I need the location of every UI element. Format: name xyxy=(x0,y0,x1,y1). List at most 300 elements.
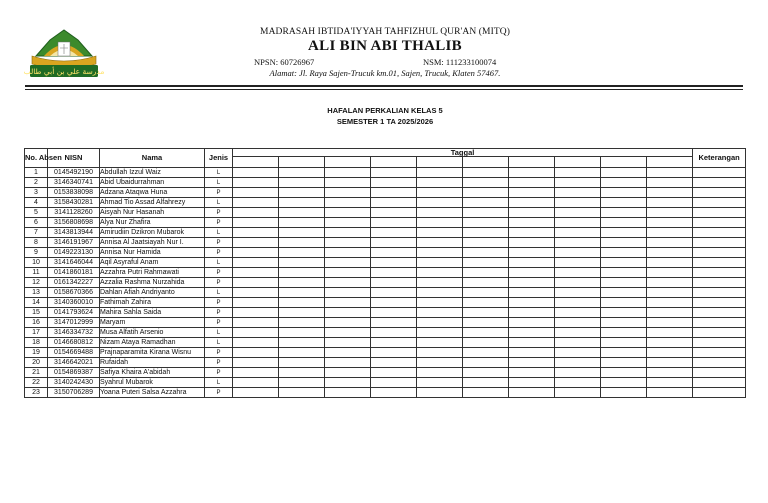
row-no: 11 xyxy=(25,268,48,278)
row-jenis: P xyxy=(205,208,233,218)
keterangan-cell xyxy=(693,178,746,188)
date-cell xyxy=(371,338,417,348)
row-jenis: P xyxy=(205,388,233,398)
date-cell xyxy=(463,198,509,208)
row-jenis: L xyxy=(205,258,233,268)
row-nisn: 3146334732 xyxy=(48,328,100,338)
keterangan-cell xyxy=(693,258,746,268)
table-row xyxy=(25,318,746,328)
date-cell xyxy=(601,238,647,248)
date-cell xyxy=(463,228,509,238)
keterangan-cell xyxy=(693,378,746,388)
date-cell xyxy=(371,308,417,318)
row-jenis: L xyxy=(205,198,233,208)
date-cell xyxy=(371,258,417,268)
date-cell xyxy=(325,388,371,398)
date-cell xyxy=(325,208,371,218)
date-cell xyxy=(509,198,555,208)
date-cell xyxy=(417,278,463,288)
date-cell xyxy=(371,238,417,248)
date-cell xyxy=(509,248,555,258)
date-cell xyxy=(233,208,279,218)
date-cell xyxy=(601,278,647,288)
row-nama: Rufaidah xyxy=(100,358,205,368)
date-cell xyxy=(647,248,693,258)
date-cell xyxy=(555,178,601,188)
table-row xyxy=(25,168,746,178)
date-column-header xyxy=(463,157,509,168)
header-tanggal: Taggal xyxy=(233,149,693,157)
date-cell xyxy=(279,258,325,268)
date-cell xyxy=(463,268,509,278)
date-cell xyxy=(371,368,417,378)
row-nisn: 3143813944 xyxy=(48,228,100,238)
date-cell xyxy=(647,348,693,358)
date-cell xyxy=(233,308,279,318)
date-cell xyxy=(601,188,647,198)
date-cell xyxy=(325,278,371,288)
date-cell xyxy=(555,368,601,378)
date-cell xyxy=(279,248,325,258)
row-nisn: 0153838098 xyxy=(48,188,100,198)
date-cell xyxy=(279,268,325,278)
date-column-header xyxy=(601,157,647,168)
keterangan-cell xyxy=(693,208,746,218)
date-cell xyxy=(371,188,417,198)
date-cell xyxy=(371,348,417,358)
row-jenis: L xyxy=(205,338,233,348)
date-cell xyxy=(555,308,601,318)
date-cell xyxy=(325,288,371,298)
table-row xyxy=(25,218,746,228)
date-cell xyxy=(417,388,463,398)
date-cell xyxy=(371,208,417,218)
table-row xyxy=(25,338,746,348)
row-no: 8 xyxy=(25,238,48,248)
row-nama: Azzalia Rashma Nurzahida xyxy=(100,278,205,288)
date-cell xyxy=(233,338,279,348)
date-cell xyxy=(555,248,601,258)
header-no-absen: No. Absen xyxy=(25,149,48,168)
date-cell xyxy=(279,338,325,348)
date-cell xyxy=(509,308,555,318)
date-cell xyxy=(417,378,463,388)
keterangan-cell xyxy=(693,298,746,308)
date-cell xyxy=(463,288,509,298)
date-cell xyxy=(325,358,371,368)
school-address: Alamat: Jl. Raya Sajen-Trucuk km.01, Sajen, Trucuk, Klaten 57467. xyxy=(269,68,501,78)
date-cell xyxy=(555,278,601,288)
row-jenis: P xyxy=(205,218,233,228)
date-cell xyxy=(555,268,601,278)
date-cell xyxy=(279,208,325,218)
date-cell xyxy=(463,178,509,188)
table-row xyxy=(25,358,746,368)
date-cell xyxy=(601,308,647,318)
keterangan-cell xyxy=(693,198,746,208)
date-cell xyxy=(279,218,325,228)
table-row xyxy=(25,328,746,338)
row-no: 13 xyxy=(25,288,48,298)
date-cell xyxy=(463,338,509,348)
date-cell xyxy=(509,358,555,368)
date-cell xyxy=(509,178,555,188)
date-cell xyxy=(509,338,555,348)
row-jenis: P xyxy=(205,308,233,318)
table-row xyxy=(25,368,746,378)
row-nama: Safiya Khaira A'abidah xyxy=(100,368,205,378)
date-cell xyxy=(463,188,509,198)
date-cell xyxy=(463,218,509,228)
date-cell xyxy=(279,298,325,308)
row-nama: Dahlan Afiah Andriyanto xyxy=(100,288,205,298)
row-nisn: 3146340741 xyxy=(48,178,100,188)
date-cell xyxy=(417,298,463,308)
date-cell xyxy=(417,228,463,238)
date-cell xyxy=(279,378,325,388)
date-cell xyxy=(647,358,693,368)
date-cell xyxy=(371,298,417,308)
keterangan-cell xyxy=(693,268,746,278)
keterangan-cell xyxy=(693,328,746,338)
date-cell xyxy=(233,258,279,268)
date-cell xyxy=(325,338,371,348)
date-cell xyxy=(279,308,325,318)
date-cell xyxy=(509,348,555,358)
keterangan-cell xyxy=(693,338,746,348)
date-cell xyxy=(509,238,555,248)
date-cell xyxy=(555,208,601,218)
table-row xyxy=(25,278,746,288)
date-cell xyxy=(463,308,509,318)
date-column-header xyxy=(555,157,601,168)
row-no: 15 xyxy=(25,308,48,318)
date-cell xyxy=(325,188,371,198)
row-nama: Adzana Ataqwa Huna xyxy=(100,188,205,198)
keterangan-cell xyxy=(693,388,746,398)
date-cell xyxy=(509,378,555,388)
row-nisn: 0141860181 xyxy=(48,268,100,278)
row-nisn: 0146680812 xyxy=(48,338,100,348)
attendance-table xyxy=(24,148,746,398)
date-cell xyxy=(233,358,279,368)
table-row xyxy=(25,378,746,388)
date-cell xyxy=(325,198,371,208)
row-jenis: P xyxy=(205,298,233,308)
date-cell xyxy=(325,248,371,258)
row-no: 6 xyxy=(25,218,48,228)
row-jenis: P xyxy=(205,348,233,358)
header-nama: Nama xyxy=(100,149,205,168)
date-cell xyxy=(325,378,371,388)
row-nisn: 0154869387 xyxy=(48,368,100,378)
row-nisn: 3140242430 xyxy=(48,378,100,388)
date-column-header xyxy=(371,157,417,168)
date-cell xyxy=(233,248,279,258)
row-no: 18 xyxy=(25,338,48,348)
date-cell xyxy=(279,288,325,298)
date-cell xyxy=(647,318,693,328)
row-jenis: L xyxy=(205,178,233,188)
row-no: 22 xyxy=(25,378,48,388)
date-cell xyxy=(601,298,647,308)
row-nisn: 3156808698 xyxy=(48,218,100,228)
date-cell xyxy=(555,218,601,228)
date-cell xyxy=(601,338,647,348)
header-nisn: NISN xyxy=(48,149,100,168)
date-cell xyxy=(279,318,325,328)
table-row xyxy=(25,268,746,278)
row-no: 10 xyxy=(25,258,48,268)
row-jenis: L xyxy=(205,328,233,338)
keterangan-cell xyxy=(693,348,746,358)
date-cell xyxy=(233,198,279,208)
date-cell xyxy=(647,178,693,188)
date-cell xyxy=(279,178,325,188)
date-cell xyxy=(417,258,463,268)
table-row xyxy=(25,178,746,188)
header-rule-thick xyxy=(25,85,743,87)
row-no: 5 xyxy=(25,208,48,218)
row-jenis: P xyxy=(205,318,233,328)
date-cell xyxy=(509,168,555,178)
date-cell xyxy=(463,388,509,398)
date-cell xyxy=(601,368,647,378)
school-nsm: NSM: 111233100074 xyxy=(423,57,497,67)
row-jenis: P xyxy=(205,248,233,258)
date-cell xyxy=(463,298,509,308)
date-cell xyxy=(647,378,693,388)
row-no: 19 xyxy=(25,348,48,358)
date-cell xyxy=(279,328,325,338)
date-cell xyxy=(509,208,555,218)
row-nisn: 0158670366 xyxy=(48,288,100,298)
date-cell xyxy=(555,228,601,238)
date-cell xyxy=(371,178,417,188)
row-no: 16 xyxy=(25,318,48,328)
date-cell xyxy=(647,278,693,288)
date-cell xyxy=(325,218,371,228)
date-cell xyxy=(601,198,647,208)
date-cell xyxy=(371,198,417,208)
row-nama: Alya Nur Zhafira xyxy=(100,218,205,228)
keterangan-cell xyxy=(693,358,746,368)
date-cell xyxy=(509,258,555,268)
date-cell xyxy=(325,168,371,178)
date-cell xyxy=(647,168,693,178)
date-cell xyxy=(601,328,647,338)
keterangan-cell xyxy=(693,318,746,328)
date-cell xyxy=(463,368,509,378)
row-nama: Azzahra Putri Rahmawati xyxy=(100,268,205,278)
date-cell xyxy=(279,348,325,358)
date-cell xyxy=(463,328,509,338)
date-cell xyxy=(601,378,647,388)
report-semester: SEMESTER 1 TA 2025/2026 xyxy=(336,117,434,126)
row-nisn: 3150706289 xyxy=(48,388,100,398)
date-cell xyxy=(233,268,279,278)
row-nisn: 3147012999 xyxy=(48,318,100,328)
logo-arabic-text: مدرسة علي بن أبي طالب xyxy=(23,67,105,76)
date-cell xyxy=(555,338,601,348)
date-cell xyxy=(555,198,601,208)
date-cell xyxy=(601,268,647,278)
date-cell xyxy=(325,228,371,238)
date-cell xyxy=(601,218,647,228)
table-row xyxy=(25,248,746,258)
date-cell xyxy=(233,278,279,288)
date-cell xyxy=(325,328,371,338)
keterangan-cell xyxy=(693,288,746,298)
row-jenis: P xyxy=(205,188,233,198)
date-cell xyxy=(463,278,509,288)
date-cell xyxy=(463,378,509,388)
date-cell xyxy=(463,358,509,368)
date-cell xyxy=(279,388,325,398)
date-cell xyxy=(647,328,693,338)
header-rule-thin xyxy=(25,89,743,90)
date-cell xyxy=(463,238,509,248)
date-cell xyxy=(417,308,463,318)
date-cell xyxy=(601,178,647,188)
row-nama: Syahrul Mubarok xyxy=(100,378,205,388)
date-cell xyxy=(371,168,417,178)
row-nisn: 3140360010 xyxy=(48,298,100,308)
date-cell xyxy=(233,238,279,248)
date-cell xyxy=(417,288,463,298)
date-cell xyxy=(509,368,555,378)
date-cell xyxy=(417,358,463,368)
date-column-header xyxy=(325,157,371,168)
date-cell xyxy=(509,328,555,338)
row-jenis: P xyxy=(205,368,233,378)
date-cell xyxy=(647,388,693,398)
date-cell xyxy=(233,348,279,358)
date-cell xyxy=(371,228,417,238)
date-cell xyxy=(371,328,417,338)
date-cell xyxy=(325,308,371,318)
date-column-header xyxy=(279,157,325,168)
date-cell xyxy=(601,208,647,218)
keterangan-cell xyxy=(693,218,746,228)
date-cell xyxy=(371,378,417,388)
date-cell xyxy=(279,358,325,368)
keterangan-cell xyxy=(693,308,746,318)
date-cell xyxy=(279,228,325,238)
row-no: 14 xyxy=(25,298,48,308)
table-row xyxy=(25,258,746,268)
date-cell xyxy=(647,268,693,278)
date-column-header xyxy=(417,157,463,168)
date-cell xyxy=(371,318,417,328)
table-row xyxy=(25,308,746,318)
row-nama: Amirudiin Dzikron Mubarok xyxy=(100,228,205,238)
school-npsn: NPSN: 60726967 xyxy=(254,57,315,67)
date-cell xyxy=(371,248,417,258)
date-cell xyxy=(371,388,417,398)
date-cell xyxy=(233,188,279,198)
date-cell xyxy=(233,168,279,178)
table-row xyxy=(25,188,746,198)
row-no: 3 xyxy=(25,188,48,198)
row-no: 7 xyxy=(25,228,48,238)
date-cell xyxy=(509,288,555,298)
row-nama: Maryam xyxy=(100,318,205,328)
date-cell xyxy=(463,208,509,218)
date-cell xyxy=(601,228,647,238)
date-cell xyxy=(647,208,693,218)
row-nisn: 0161342227 xyxy=(48,278,100,288)
date-cell xyxy=(555,328,601,338)
date-cell xyxy=(509,318,555,328)
date-cell xyxy=(509,188,555,198)
row-jenis: P xyxy=(205,268,233,278)
table-row xyxy=(25,288,746,298)
date-cell xyxy=(371,218,417,228)
date-cell xyxy=(417,178,463,188)
date-cell xyxy=(417,168,463,178)
date-cell xyxy=(417,218,463,228)
date-cell xyxy=(279,168,325,178)
date-cell xyxy=(647,298,693,308)
date-cell xyxy=(555,358,601,368)
keterangan-cell xyxy=(693,238,746,248)
keterangan-cell xyxy=(693,228,746,238)
row-jenis: P xyxy=(205,278,233,288)
date-column-header xyxy=(509,157,555,168)
date-cell xyxy=(555,348,601,358)
header-jenis: Jenis xyxy=(205,149,233,168)
date-cell xyxy=(279,198,325,208)
date-cell xyxy=(233,288,279,298)
date-cell xyxy=(463,168,509,178)
row-no: 20 xyxy=(25,358,48,368)
date-cell xyxy=(647,198,693,208)
date-cell xyxy=(647,288,693,298)
row-nisn: 0145492190 xyxy=(48,168,100,178)
date-column-header xyxy=(233,157,279,168)
row-nama: Musa Alfatih Arsenio xyxy=(100,328,205,338)
date-cell xyxy=(647,368,693,378)
keterangan-cell xyxy=(693,168,746,178)
row-nama: Fathimah Zahira xyxy=(100,298,205,308)
date-cell xyxy=(325,318,371,328)
school-logo xyxy=(23,26,105,80)
row-nama: Ahmad Tio Assad Alfahrezy xyxy=(100,198,205,208)
row-jenis: P xyxy=(205,238,233,248)
date-cell xyxy=(647,308,693,318)
row-jenis: L xyxy=(205,228,233,238)
date-cell xyxy=(279,188,325,198)
date-cell xyxy=(647,338,693,348)
table-row xyxy=(25,238,746,248)
date-cell xyxy=(417,198,463,208)
row-no: 12 xyxy=(25,278,48,288)
keterangan-cell xyxy=(693,188,746,198)
date-cell xyxy=(325,258,371,268)
date-cell xyxy=(555,378,601,388)
date-cell xyxy=(601,288,647,298)
date-cell xyxy=(233,388,279,398)
date-cell xyxy=(233,228,279,238)
row-no: 9 xyxy=(25,248,48,258)
row-no: 21 xyxy=(25,368,48,378)
row-jenis: L xyxy=(205,288,233,298)
date-cell xyxy=(233,298,279,308)
date-cell xyxy=(417,368,463,378)
row-jenis: L xyxy=(205,378,233,388)
date-cell xyxy=(601,248,647,258)
